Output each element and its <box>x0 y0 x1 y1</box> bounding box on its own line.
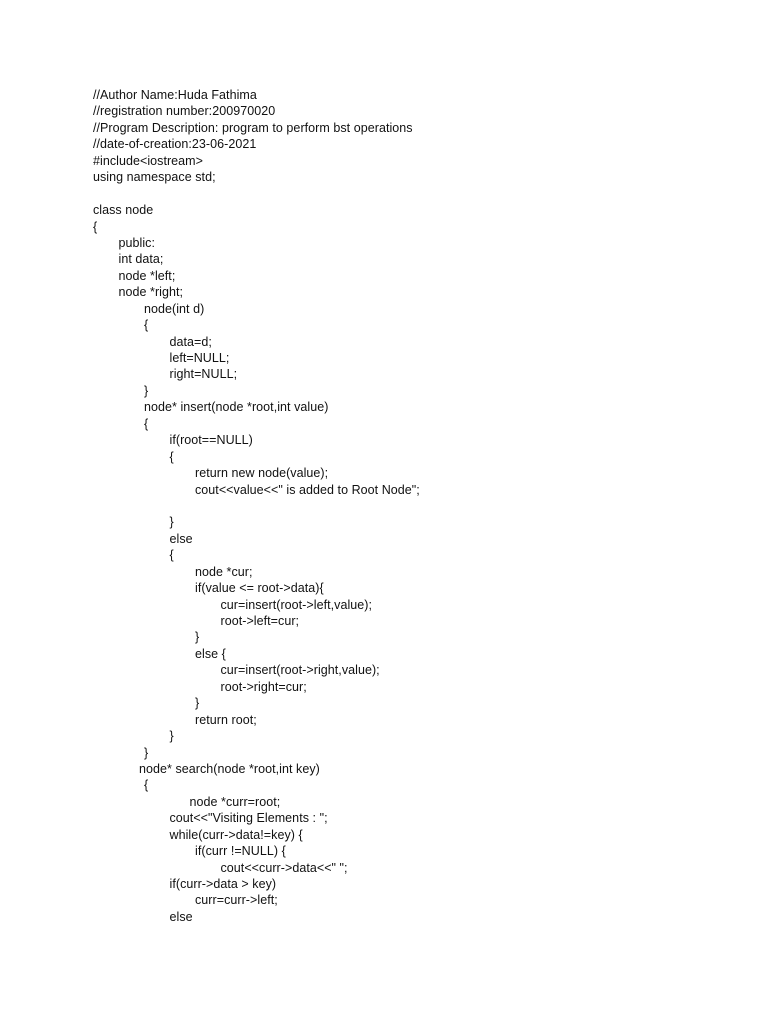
code-line <box>93 186 753 202</box>
code-line: } <box>195 696 200 711</box>
code-line: //Author Name:Huda Fathima <box>93 88 257 102</box>
code-line: { <box>144 778 149 793</box>
code-line: using namespace std; <box>93 170 216 185</box>
code-line: { <box>93 219 98 234</box>
code-line: cur=insert(root->right,value); <box>220 663 380 678</box>
code-line: node* insert(node *root,int value) <box>144 400 329 415</box>
code-line: class node <box>93 203 154 218</box>
code-line: cur=insert(root->left,value); <box>220 597 373 612</box>
code-line: cout<<"Visiting Elements : "; <box>169 811 328 826</box>
code-line: return new node(value); <box>195 466 329 481</box>
code-listing <box>93 87 753 925</box>
code-line: if(value <= root->data){ <box>195 581 324 596</box>
code-line: { <box>144 318 149 333</box>
code-line: cout<<value<<" is added to Root Node"; <box>195 482 420 497</box>
code-line: if(curr->data > key) <box>169 877 277 891</box>
code-line: else { <box>195 646 226 661</box>
code-line: #include<iostream> <box>93 153 203 168</box>
code-line: } <box>169 729 174 744</box>
code-line: curr=curr->left; <box>195 893 278 908</box>
code-line: node *cur; <box>195 564 253 579</box>
code-line: } <box>169 515 174 530</box>
code-line: { <box>144 416 149 431</box>
code-line: if(root==NULL) <box>169 433 253 448</box>
code-line: node *left; <box>118 268 176 283</box>
code-line: } <box>195 630 200 645</box>
code-line: left=NULL; <box>169 351 230 365</box>
code-line: } <box>144 383 149 398</box>
code-line: root->right=cur; <box>220 679 307 694</box>
code-line: return root; <box>195 712 257 727</box>
code-line: node *right; <box>118 285 184 300</box>
code-line: public: <box>118 235 155 250</box>
code-line: { <box>169 449 174 464</box>
code-line: //date-of-creation:23-06-2021 <box>93 137 257 152</box>
code-line: int data; <box>118 252 164 267</box>
code-line: //Program Description: program to perform bst operations <box>93 120 413 135</box>
code-line: right=NULL; <box>169 367 238 382</box>
code-line: node* search(node *root,int key) <box>139 761 320 776</box>
code-line: //registration number:200970020 <box>93 104 276 119</box>
code-line: node(int d) <box>144 301 205 316</box>
code-line: { <box>169 548 174 563</box>
code-line: else <box>169 909 193 924</box>
code-line: data=d; <box>169 334 212 349</box>
code-line <box>93 498 753 514</box>
code-line: else <box>169 531 193 546</box>
code-line: } <box>144 745 149 760</box>
code-line: root->left=cur; <box>220 614 300 628</box>
code-line: while(curr->data!=key) { <box>169 827 303 842</box>
code-line: cout<<curr->data<<" "; <box>220 860 348 875</box>
code-line: node *curr=root; <box>189 794 281 809</box>
code-line: if(curr !=NULL) { <box>195 844 286 859</box>
